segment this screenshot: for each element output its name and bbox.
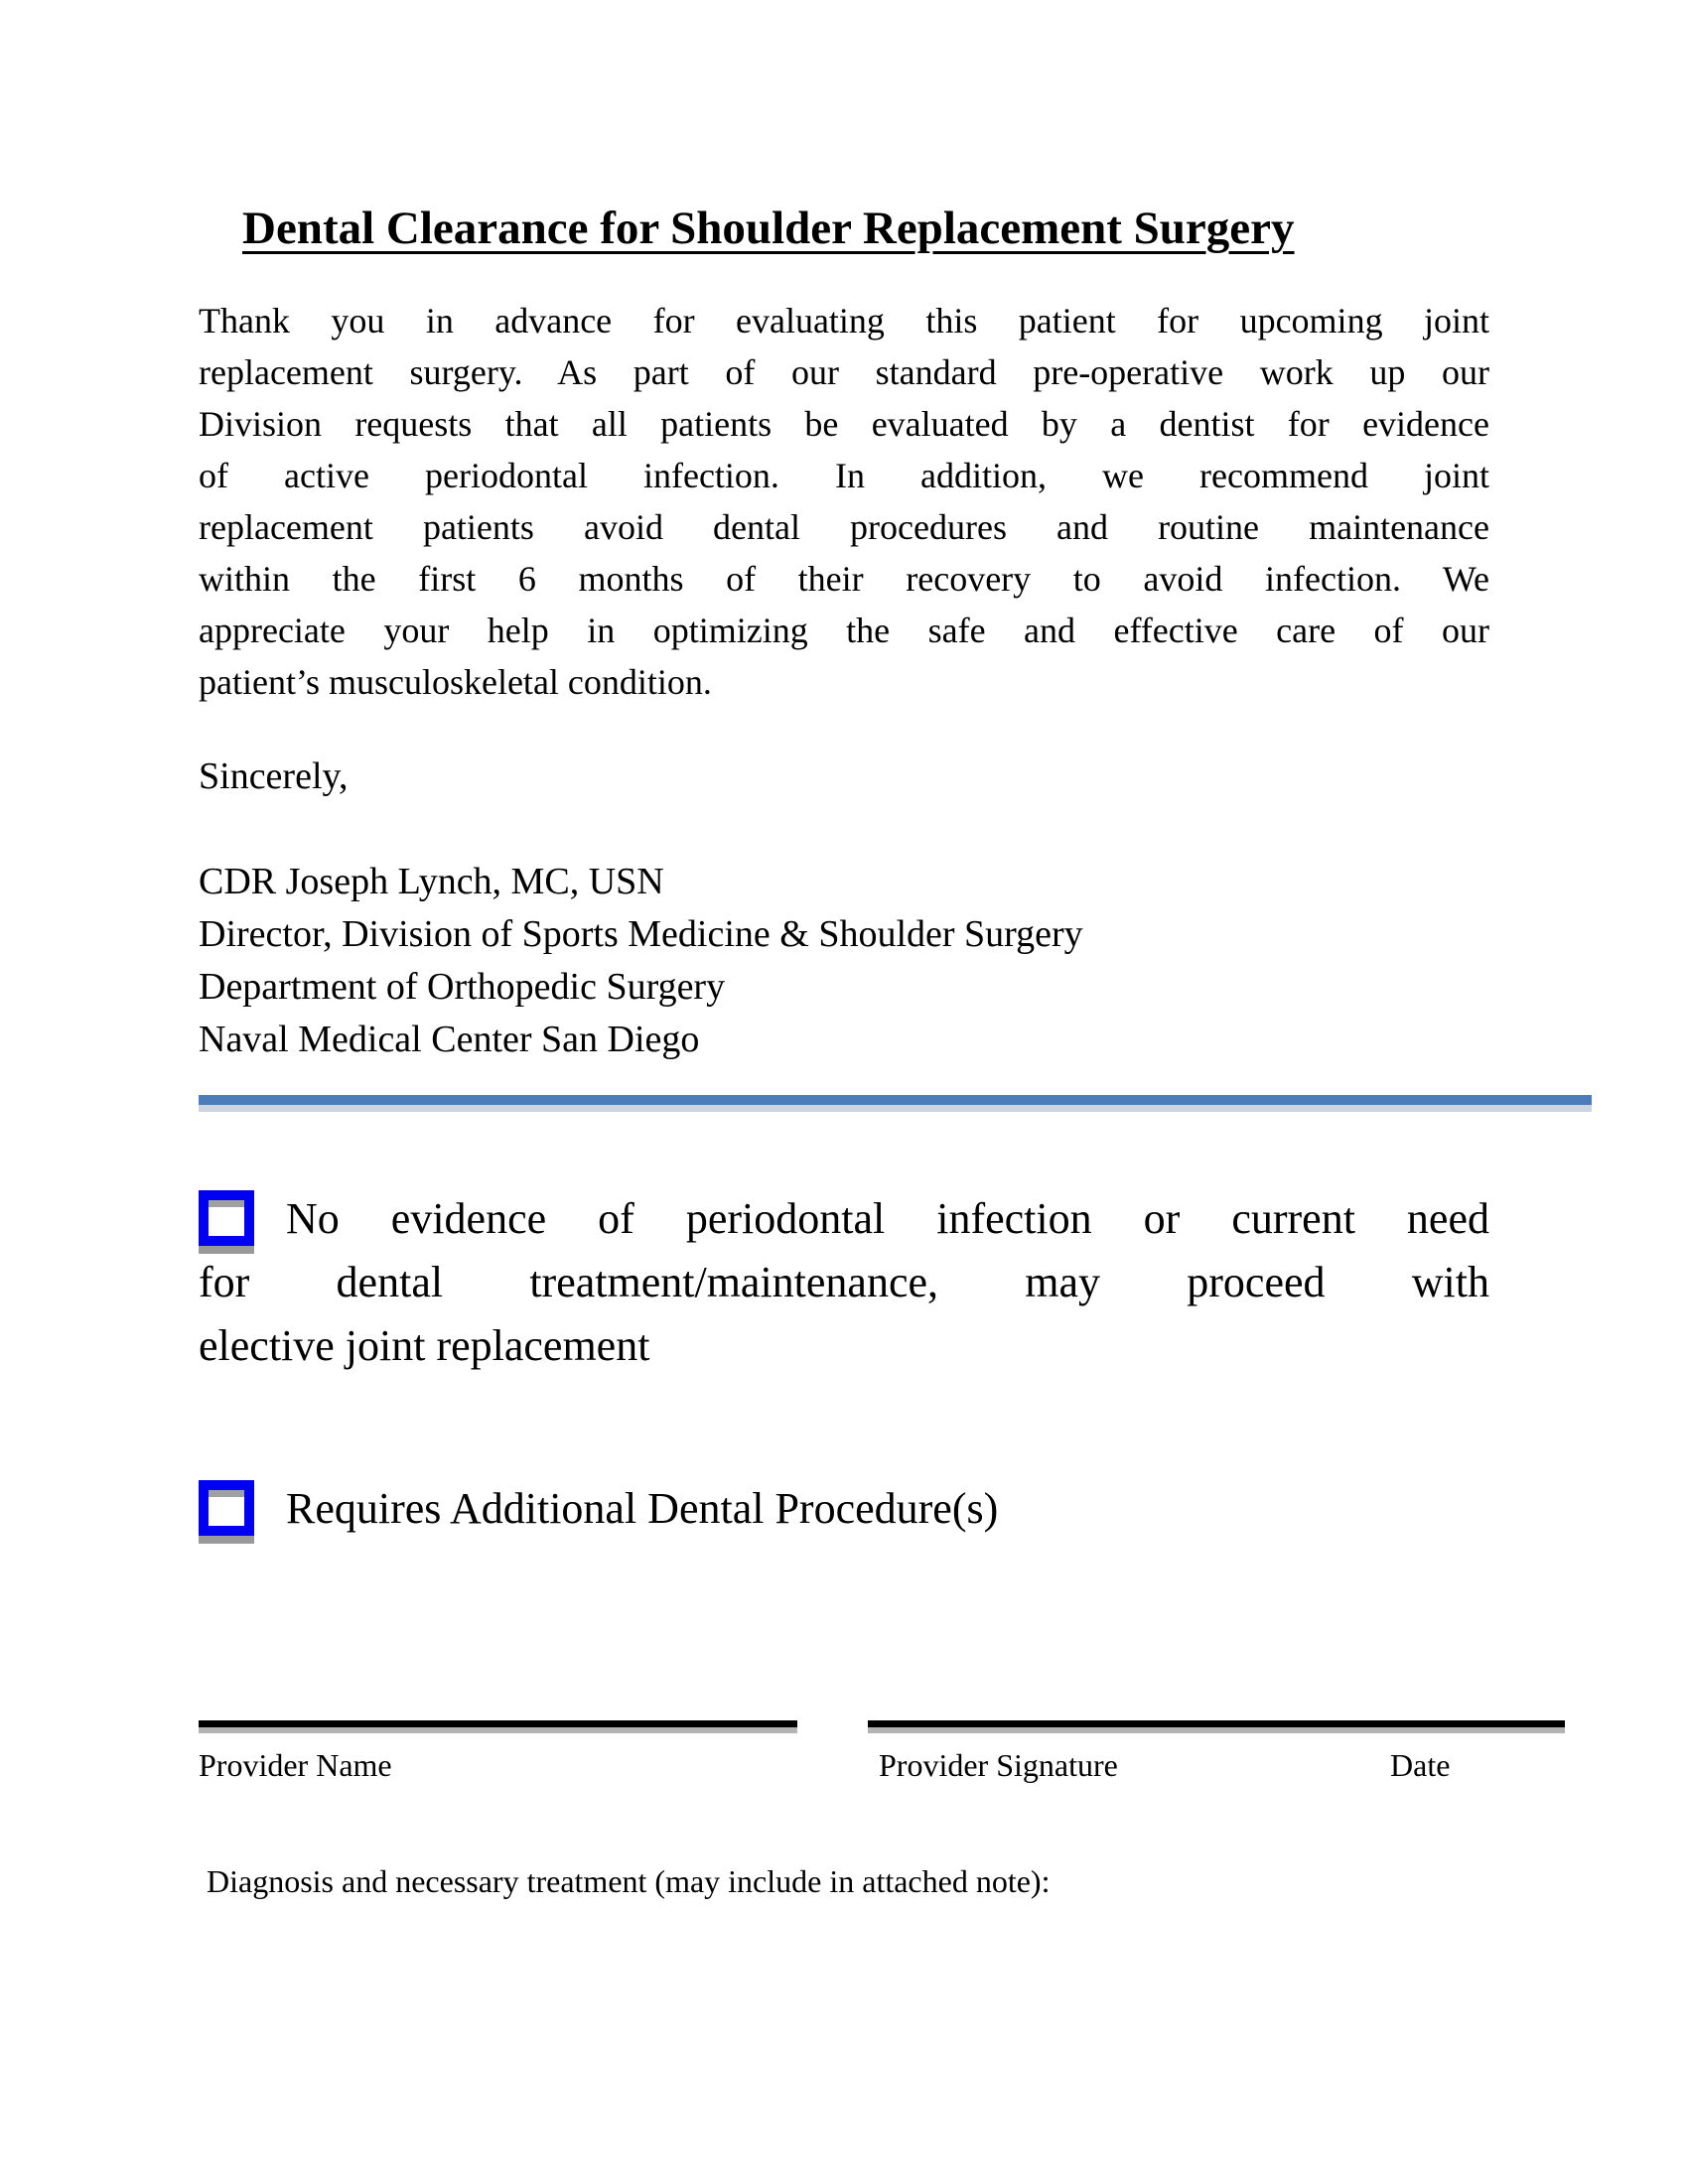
paragraph-line: patient’s musculoskeletal condition.: [199, 662, 712, 702]
paragraph-line: of active periodontal infection. In addition, we recommend joint: [199, 456, 1489, 495]
date-label: Date: [1390, 1747, 1451, 1783]
checkbox-no-evidence[interactable]: [199, 1190, 254, 1246]
signature-labels: [199, 1743, 1592, 1787]
option-text: Requires Additional Dental Procedure(s): [286, 1484, 999, 1533]
provider-name-signature-line[interactable]: [199, 1720, 797, 1727]
diagnosis-label: Diagnosis and necessary treatment (may include in attached note):: [207, 1863, 1051, 1899]
letter-content: [199, 0, 1489, 2184]
option-line: for dental treatment/maintenance, may proceed with: [199, 1258, 1489, 1306]
closing-salutation: Sincerely,: [199, 755, 349, 797]
option-line: [199, 1187, 1489, 1251]
document-title: Dental Clearance for Shoulder Replacement Surgery: [242, 203, 1295, 254]
checkbox-requires-procedures[interactable]: [199, 1480, 254, 1536]
provider-signature-date-line[interactable]: [868, 1720, 1565, 1727]
paragraph-line: within the first 6 months of their recovery to avoid infection. We: [199, 559, 1489, 599]
signer-block: [199, 856, 1489, 1066]
paragraph-line: appreciate your help in optimizing the safe and effective care of our: [199, 611, 1489, 650]
paragraph-line: replacement patients avoid dental procedures and routine maintenance: [199, 507, 1489, 547]
paragraph-line: Thank you in advance for evaluating this patient for upcoming joint: [199, 301, 1489, 341]
provider-name-label: Provider Name: [199, 1747, 392, 1783]
signer-department: Department of Orthopedic Surgery: [199, 966, 726, 1008]
option-line: [199, 1477, 1489, 1541]
signer-name: CDR Joseph Lynch, MC, USN: [199, 861, 664, 902]
signer-organization: Naval Medical Center San Diego: [199, 1019, 700, 1060]
signer-title: Director, Division of Sports Medicine & Shoulder Surgery: [199, 913, 1083, 955]
paragraph-line: Division requests that all patients be evaluated by a dentist for evidence: [199, 404, 1489, 444]
option-line: elective joint replacement: [199, 1321, 650, 1370]
option-no-evidence: [199, 1187, 1489, 1378]
intro-paragraph: [199, 295, 1489, 708]
paragraph-line: replacement surgery. As part of our standard pre-operative work up our: [199, 352, 1489, 392]
option-text: No evidence of periodontal infection or current need: [286, 1194, 1489, 1243]
option-requires-procedures: [199, 1477, 1489, 1541]
provider-signature-label: Provider Signature: [879, 1747, 1118, 1783]
signature-lines: [199, 1720, 1592, 1734]
section-divider: [199, 1095, 1592, 1112]
